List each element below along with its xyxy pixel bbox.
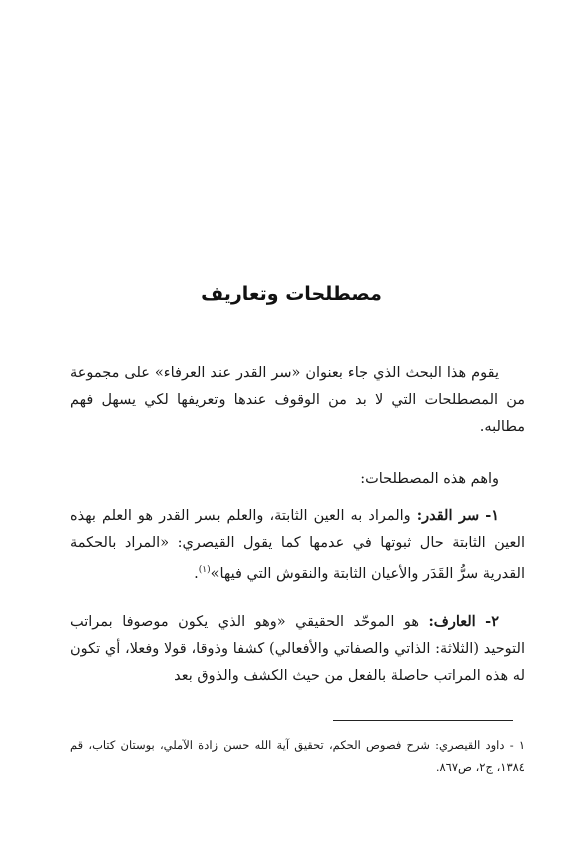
term-label: سر القدر: — [416, 507, 480, 524]
term-number: ١- — [485, 507, 500, 524]
footnote-reference: (١) — [198, 565, 211, 575]
term-label: العارف: — [428, 613, 476, 630]
term-paragraph-2 — [70, 608, 525, 690]
term-body: والمراد به العين الثابتة، والعلم بسر القدر هو العلم بهذه العين الثابتة حال ثبوتها في عدمها كما يقول القيصري: «المراد بالحكمة القدرية سرُّ القَدَر والأعيان الثابتة والنقوش التي فيها» — [70, 508, 525, 582]
term-number: ٢- — [485, 613, 499, 630]
sentence-end: . — [194, 565, 199, 582]
term-paragraph-1 — [70, 502, 525, 588]
footnote-separator — [333, 720, 513, 721]
footnote: ١ - داود القيصري: شرح فصوص الحكم، تحقيق آية الله حسن زادة الآملي، بوستان كتاب، قم ١٣٨٤، ج٢، ص٨٦٧. — [70, 738, 525, 774]
page-title: مصطلحات وتعاريف — [201, 283, 382, 305]
terms-intro: واهم هذه المصطلحات: — [360, 471, 499, 487]
intro-paragraph: يقوم هذا البحث الذي جاء بعنوان «سر القدر عند العرفاء» على مجموعة من المصطلحات التي لا بد من الوقوف عندها وتعريفها لكي يسهل فهم مطالبه. — [70, 365, 525, 435]
term-body: هو الموحّد الحقيقي «وهو الذي يكون موصوفا بمراتب التوحيد (الثلاثة: الذاتي والصفاتي والأفعالي) كشفا وذوقا، قولا وفعلا، أي تكون له هذه المراتب حاصلة بالفعل من حيث الكشف والذوق بعد — [70, 614, 525, 684]
